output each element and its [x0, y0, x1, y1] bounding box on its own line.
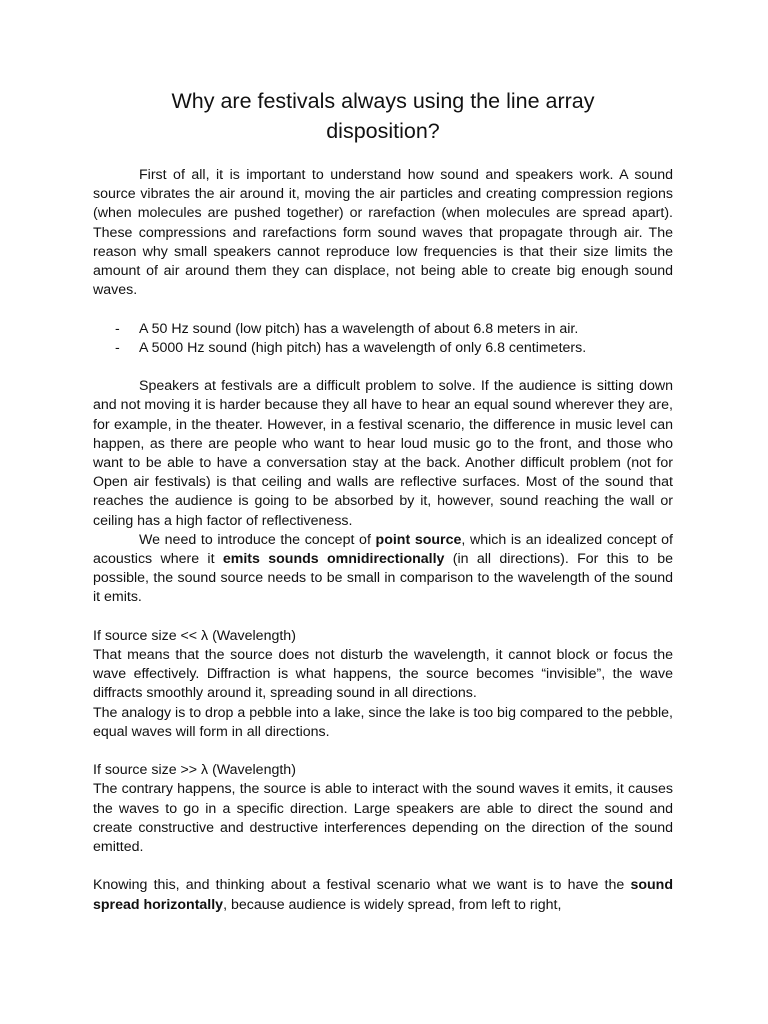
- spacer: [93, 742, 673, 761]
- point-source-paragraph: [93, 531, 673, 608]
- list-dash: -: [115, 320, 120, 337]
- list-dash: -: [115, 339, 120, 356]
- text-run: , which is an idealized concept of acoustics where it: [93, 531, 673, 568]
- list-item: [93, 339, 673, 358]
- large-source-heading: If source size >> λ (Wavelength): [93, 762, 296, 779]
- small-source-body: That means that the source does not disturb the wavelength, it cannot block or focus the wave effectively. Diffraction is what happens, the source becomes “invisible”, the wave diffracts smoothly around it, spreading sound in all directions.: [93, 647, 673, 702]
- text-run: , because audience is widely spread, from left to right,: [223, 896, 562, 913]
- list-item-text: A 50 Hz sound (low pitch) has a wavelength of about 6.8 meters in air.: [139, 320, 579, 337]
- list-item: [93, 320, 673, 339]
- text-run: Knowing this, and thinking about a festival scenario what we want is to have the: [93, 877, 631, 894]
- document-page: [93, 86, 673, 915]
- spacer: [93, 358, 673, 377]
- final-paragraph: [93, 876, 673, 914]
- document-title: Why are festivals always using the line array disposition?: [171, 89, 595, 143]
- large-source-body: The contrary happens, the source is able to interact with the sound waves it emits, it causes the waves to go in a specific direction. Large speakers are able to direct the sound and create constructive and destructive interferences depending on the direction of the sound emitted.: [93, 781, 673, 856]
- pebble-analogy-paragraph: The analogy is to drop a pebble into a lake, since the lake is too big compared to the pebble, equal waves will form in all directions.: [93, 704, 673, 740]
- spacer: [93, 300, 673, 319]
- wavelength-list: [93, 320, 673, 358]
- text-run: (in all directions). For this to be possible, the sound source needs to be small in comparison to the wavelength of the sound it emits.: [93, 551, 673, 606]
- bold-term-omnidirectional: emits sounds omnidirectionally: [222, 551, 445, 568]
- text-run: We need to introduce the concept of: [139, 531, 376, 548]
- list-item-text: A 5000 Hz sound (high pitch) has a wavelength of only 6.8 centimeters.: [139, 339, 587, 356]
- bold-term-point-source: point source: [375, 531, 462, 548]
- small-source-heading: If source size << λ (Wavelength): [93, 627, 296, 644]
- festival-speakers-paragraph: Speakers at festivals are a difficult problem to solve. If the audience is sitting down and not moving it is harder because they all have to hear an equal sound wherever they are, for example, in the theater. However, in a festival scenario, the difference in music level can happen, as there are people who want to hear loud music go to the front, and those who want to be able to have a conversation stay at the back. Another difficult problem (not for Open air festivals) is that ceiling and walls are reflective surfaces. Most of the sound that reaches the audience is going to be absorbed by it, however, sound reaching the wall or ceiling has a high factor of reflectiveness.: [93, 378, 673, 529]
- spacer: [93, 857, 673, 876]
- spacer: [93, 608, 673, 627]
- bold-term-horizontal: sound spread horizontally: [93, 877, 673, 913]
- intro-paragraph: First of all, it is important to understand how sound and speakers work. A sound source vibrates the air around it, moving the air particles and creating compression regions (when molecules are pushed together) or rarefaction (when molecules are spread apart). These compressions and rarefactions form sound waves that propagate through air. The reason why small speakers cannot reproduce low frequencies is that their size limits the amount of air around them they can displace, not being able to create big enough sound waves.: [93, 167, 673, 299]
